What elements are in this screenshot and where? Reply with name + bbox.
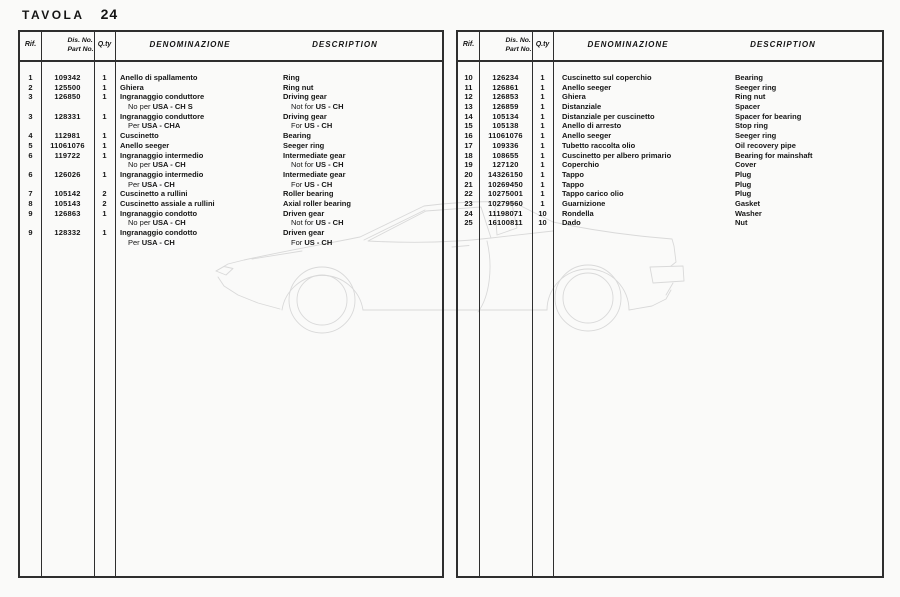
- table-row: [458, 189, 882, 199]
- denominazione-cell: Rondella: [562, 208, 594, 218]
- qty-cell: 10: [538, 218, 547, 228]
- variant-note-it: [128, 238, 175, 248]
- denominazione-cell: Tappo carico olio: [562, 189, 624, 199]
- variant-prefix-en: For: [291, 121, 305, 131]
- rif-cell: 13: [464, 102, 473, 112]
- variant-code-en: US - CH: [315, 160, 344, 170]
- description-cell: Cover: [735, 160, 757, 170]
- table-row-variant-note: [20, 180, 442, 190]
- qty-cell: 1: [102, 169, 107, 179]
- table-row: [458, 92, 882, 102]
- rif-cell: 14: [464, 111, 473, 121]
- denominazione-cell: Coperchio: [562, 160, 600, 170]
- rif-cell: 16: [464, 131, 473, 141]
- table-row: [458, 83, 882, 93]
- rif-cell: 2: [28, 82, 33, 92]
- variant-note-en: [291, 238, 332, 248]
- header-rif: Rif.: [462, 41, 475, 48]
- table-row: [458, 199, 882, 209]
- rif-cell: 7: [28, 189, 33, 199]
- description-cell: Seeger ring: [283, 140, 325, 150]
- variant-code-it: USA - CH S: [152, 102, 193, 112]
- rif-cell: 22: [464, 189, 473, 199]
- variant-prefix-en: For: [291, 179, 305, 189]
- denominazione-cell: Cuscinetto: [120, 131, 159, 141]
- variant-code-it: USA - CH: [141, 179, 175, 189]
- denominazione-cell: Anello seeger: [562, 131, 612, 141]
- qty-cell: 1: [540, 179, 545, 189]
- header-part-number: Dis. No. Part No.: [67, 37, 94, 53]
- table-row: [20, 151, 442, 161]
- part-number-cell: 126861: [492, 82, 519, 92]
- table-row-variant-note: [20, 238, 442, 248]
- variant-code-it: USA - CH: [152, 218, 186, 228]
- table-row: [20, 209, 442, 219]
- table-header: [458, 32, 882, 62]
- description-cell: Driving gear: [283, 111, 327, 121]
- variant-prefix-en: For: [291, 237, 305, 247]
- table-row: [458, 73, 882, 83]
- qty-cell: 1: [540, 189, 545, 199]
- qty-cell: 1: [540, 92, 545, 102]
- description-cell: Plug: [735, 189, 752, 199]
- variant-note-it: [128, 160, 186, 170]
- denominazione-cell: Ingranaggio condotto: [120, 228, 198, 237]
- description-cell: Intermediate gear: [283, 150, 346, 160]
- part-number-cell: 109336: [492, 140, 519, 150]
- denominazione-cell: Ingranaggio conduttore: [120, 92, 205, 102]
- part-number-cell: 108655: [492, 150, 519, 160]
- part-number-cell: 128332: [54, 228, 81, 237]
- part-number-cell: 105142: [54, 189, 81, 199]
- denominazione-cell: Cuscinetto assiale a rullini: [120, 198, 215, 208]
- part-number-cell: 119722: [54, 150, 81, 160]
- part-number-cell: 126853: [492, 92, 519, 102]
- variant-code-en: US - CH: [304, 179, 333, 189]
- part-number-cell: 105138: [492, 121, 519, 131]
- qty-cell: 1: [540, 150, 545, 160]
- denominazione-cell: Tubetto raccolta olio: [562, 140, 636, 150]
- description-cell: Ring nut: [283, 82, 314, 92]
- part-number-cell: 14326150: [488, 169, 523, 179]
- rif-cell: 20: [464, 169, 473, 179]
- parts-table-right: [456, 30, 884, 578]
- table-row: [20, 199, 442, 209]
- rif-cell: 11: [464, 82, 473, 92]
- description-cell: Plug: [735, 179, 752, 189]
- table-row: [458, 121, 882, 131]
- denominazione-cell: Ingranaggio condotto: [120, 208, 198, 218]
- denominazione-cell: Anello seeger: [562, 82, 612, 92]
- header-description: DESCRIPTION: [312, 40, 378, 49]
- description-cell: Spacer: [735, 102, 761, 112]
- part-number-cell: 125500: [54, 82, 81, 92]
- variant-prefix-en: Not for: [291, 102, 316, 112]
- header-qty: Q.ty: [97, 41, 112, 48]
- description-cell: Driven gear: [283, 208, 325, 218]
- variant-prefix-en: Not for: [291, 218, 316, 228]
- description-cell: Spacer for bearing: [735, 111, 802, 121]
- table-row: [458, 209, 882, 219]
- qty-cell: 1: [540, 169, 545, 179]
- rif-cell: 8: [28, 198, 33, 208]
- part-number-cell: 128331: [54, 111, 81, 121]
- variant-prefix-it: Per: [128, 237, 142, 247]
- header-description: DESCRIPTION: [750, 40, 816, 49]
- description-cell: Stop ring: [735, 121, 768, 131]
- denominazione-cell: Ingranaggio intermedio: [120, 169, 204, 179]
- qty-cell: 1: [540, 131, 545, 141]
- description-cell: Seeger ring: [735, 131, 777, 141]
- table-row: [20, 189, 442, 199]
- qty-cell: 1: [540, 198, 545, 208]
- denominazione-cell: Distanziale: [562, 102, 602, 112]
- denominazione-cell: Guarnizione: [562, 198, 606, 208]
- description-cell: Ring: [283, 73, 300, 82]
- rif-cell: 15: [464, 121, 473, 131]
- qty-cell: 1: [102, 208, 107, 218]
- part-number-cell: 126859: [492, 102, 519, 112]
- part-number-cell: 11061076: [488, 131, 523, 141]
- table-row: [458, 170, 882, 180]
- rif-cell: 3: [28, 111, 33, 121]
- description-cell: Bearing: [735, 73, 763, 82]
- qty-cell: 2: [102, 189, 107, 199]
- denominazione-cell: Anello di spallamento: [120, 73, 198, 82]
- header-qty: Q.ty: [535, 41, 550, 48]
- description-cell: Seeger ring: [735, 82, 777, 92]
- description-cell: Axial roller bearing: [283, 198, 351, 208]
- rif-cell: 9: [28, 228, 33, 237]
- variant-note-en: [291, 218, 344, 228]
- rif-cell: 25: [464, 218, 473, 228]
- rif-cell: 10: [464, 73, 473, 82]
- rif-cell: 1: [28, 73, 33, 82]
- header-denominazione: DENOMINAZIONE: [149, 40, 231, 49]
- part-number-cell: 126850: [54, 92, 81, 102]
- variant-note-it: [128, 218, 186, 228]
- variant-prefix-it: No per: [128, 102, 153, 112]
- page-title-label: TAVOLA: [22, 8, 85, 22]
- table-row: [458, 112, 882, 122]
- variant-code-it: USA - CH: [141, 237, 175, 247]
- rif-cell: 12: [464, 92, 473, 102]
- qty-cell: 1: [102, 82, 107, 92]
- table-row: [458, 160, 882, 170]
- denominazione-cell: Anello seeger: [120, 140, 170, 150]
- qty-cell: 1: [540, 73, 545, 82]
- rif-cell: 17: [464, 140, 473, 150]
- description-cell: Bearing: [283, 131, 311, 141]
- qty-cell: 1: [540, 121, 545, 131]
- qty-cell: 1: [102, 150, 107, 160]
- qty-cell: 10: [538, 208, 547, 218]
- table-row: [20, 170, 442, 180]
- variant-note-en: [291, 180, 332, 190]
- denominazione-cell: Dado: [562, 218, 581, 228]
- variant-note-en: [291, 121, 332, 131]
- parts-table-left: [18, 30, 444, 578]
- table-row: [20, 131, 442, 141]
- description-cell: Nut: [735, 218, 748, 228]
- denominazione-cell: Distanziale per cuscinetto: [562, 111, 655, 121]
- header-rif: Rif.: [24, 41, 37, 48]
- variant-prefix-en: Not for: [291, 160, 316, 170]
- qty-cell: 1: [540, 140, 545, 150]
- qty-cell: 1: [540, 102, 545, 112]
- variant-code-en: US - CH: [315, 102, 344, 112]
- part-number-cell: 126026: [54, 169, 81, 179]
- description-cell: Driven gear: [283, 228, 325, 237]
- table-row: [20, 112, 442, 122]
- table-body: [458, 62, 882, 228]
- denominazione-cell: Cuscinetto a rullini: [120, 189, 188, 199]
- table-row-variant-note: [20, 160, 442, 170]
- rif-cell: 6: [28, 150, 33, 160]
- variant-code-en: US - CH: [304, 237, 333, 247]
- table-row: [20, 92, 442, 102]
- denominazione-cell: Tappo: [562, 169, 584, 179]
- table-row: [20, 141, 442, 151]
- part-number-cell: 10279560: [488, 198, 523, 208]
- rif-cell: 3: [28, 92, 33, 102]
- table-row-variant-note: [20, 218, 442, 228]
- page-number: 24: [100, 6, 119, 22]
- description-cell: Oil recovery pipe: [735, 140, 796, 150]
- denominazione-cell: Ghiera: [120, 82, 144, 92]
- variant-code-en: US - CH: [315, 218, 344, 228]
- table-row: [20, 73, 442, 83]
- description-cell: Driving gear: [283, 92, 327, 102]
- qty-cell: 1: [540, 111, 545, 121]
- denominazione-cell: Cuscinetto sul coperchio: [562, 73, 652, 82]
- variant-code-it: USA - CHA: [141, 121, 181, 131]
- table-row: [458, 131, 882, 141]
- description-cell: Intermediate gear: [283, 169, 346, 179]
- header-part-number: Dis. No. Part No.: [505, 37, 532, 53]
- description-cell: Ring nut: [735, 92, 766, 102]
- variant-prefix-it: No per: [128, 218, 153, 228]
- part-number-cell: 11198071: [488, 208, 523, 218]
- description-cell: Gasket: [735, 198, 761, 208]
- table-body: [20, 62, 442, 247]
- denominazione-cell: Ingranaggio intermedio: [120, 150, 204, 160]
- qty-cell: 1: [102, 73, 107, 82]
- variant-code-it: USA - CH: [152, 160, 186, 170]
- table-row-variant-note: [20, 121, 442, 131]
- rif-cell: 19: [464, 160, 473, 170]
- rif-cell: 24: [464, 208, 473, 218]
- variant-note-it: [128, 102, 193, 112]
- rif-cell: 4: [28, 131, 33, 141]
- table-row: [458, 151, 882, 161]
- part-number-cell: 11061076: [50, 140, 85, 150]
- qty-cell: 2: [102, 198, 107, 208]
- rif-cell: 18: [464, 150, 473, 160]
- table-row: [458, 180, 882, 190]
- qty-cell: 1: [540, 160, 545, 170]
- part-number-cell: 127120: [492, 160, 519, 170]
- variant-code-en: US - CH: [304, 121, 333, 131]
- qty-cell: 1: [102, 228, 107, 237]
- part-number-cell: 105143: [54, 198, 81, 208]
- variant-prefix-it: No per: [128, 160, 153, 170]
- description-cell: Washer: [735, 208, 762, 218]
- page-title: [22, 6, 118, 24]
- variant-note-it: [128, 121, 180, 131]
- denominazione-cell: Ingranaggio conduttore: [120, 111, 205, 121]
- table-row: [20, 83, 442, 93]
- rif-cell: 9: [28, 208, 33, 218]
- part-number-cell: 16100811: [488, 218, 523, 228]
- rif-cell: 21: [464, 179, 473, 189]
- variant-note-en: [291, 160, 344, 170]
- part-number-cell: 109342: [54, 73, 81, 82]
- rif-cell: 5: [28, 140, 33, 150]
- part-number-cell: 105134: [492, 111, 519, 121]
- part-number-cell: 126863: [54, 208, 81, 218]
- denominazione-cell: Anello di arresto: [562, 121, 622, 131]
- denominazione-cell: Ghiera: [562, 92, 586, 102]
- part-number-cell: 126234: [492, 73, 519, 82]
- rif-cell: 23: [464, 198, 473, 208]
- description-cell: Roller bearing: [283, 189, 334, 199]
- qty-cell: 1: [102, 140, 107, 150]
- qty-cell: 1: [102, 111, 107, 121]
- part-number-cell: 10275001: [488, 189, 523, 199]
- description-cell: Plug: [735, 169, 752, 179]
- header-denominazione: DENOMINAZIONE: [587, 40, 669, 49]
- qty-cell: 1: [102, 131, 107, 141]
- variant-note-it: [128, 180, 175, 190]
- variant-note-en: [291, 102, 344, 112]
- part-number-cell: 10269450: [488, 179, 523, 189]
- part-number-cell: 112981: [54, 131, 81, 141]
- table-row: [458, 102, 882, 112]
- qty-cell: 1: [540, 82, 545, 92]
- table-header: [20, 32, 442, 62]
- variant-prefix-it: Per: [128, 179, 142, 189]
- denominazione-cell: Tappo: [562, 179, 584, 189]
- denominazione-cell: Cuscinetto per albero primario: [562, 150, 672, 160]
- table-row-variant-note: [20, 102, 442, 112]
- variant-prefix-it: Per: [128, 121, 142, 131]
- table-row: [20, 228, 442, 238]
- description-cell: Bearing for mainshaft: [735, 150, 813, 160]
- qty-cell: 1: [102, 92, 107, 102]
- rif-cell: 6: [28, 169, 33, 179]
- table-row: [458, 218, 882, 228]
- table-row: [458, 141, 882, 151]
